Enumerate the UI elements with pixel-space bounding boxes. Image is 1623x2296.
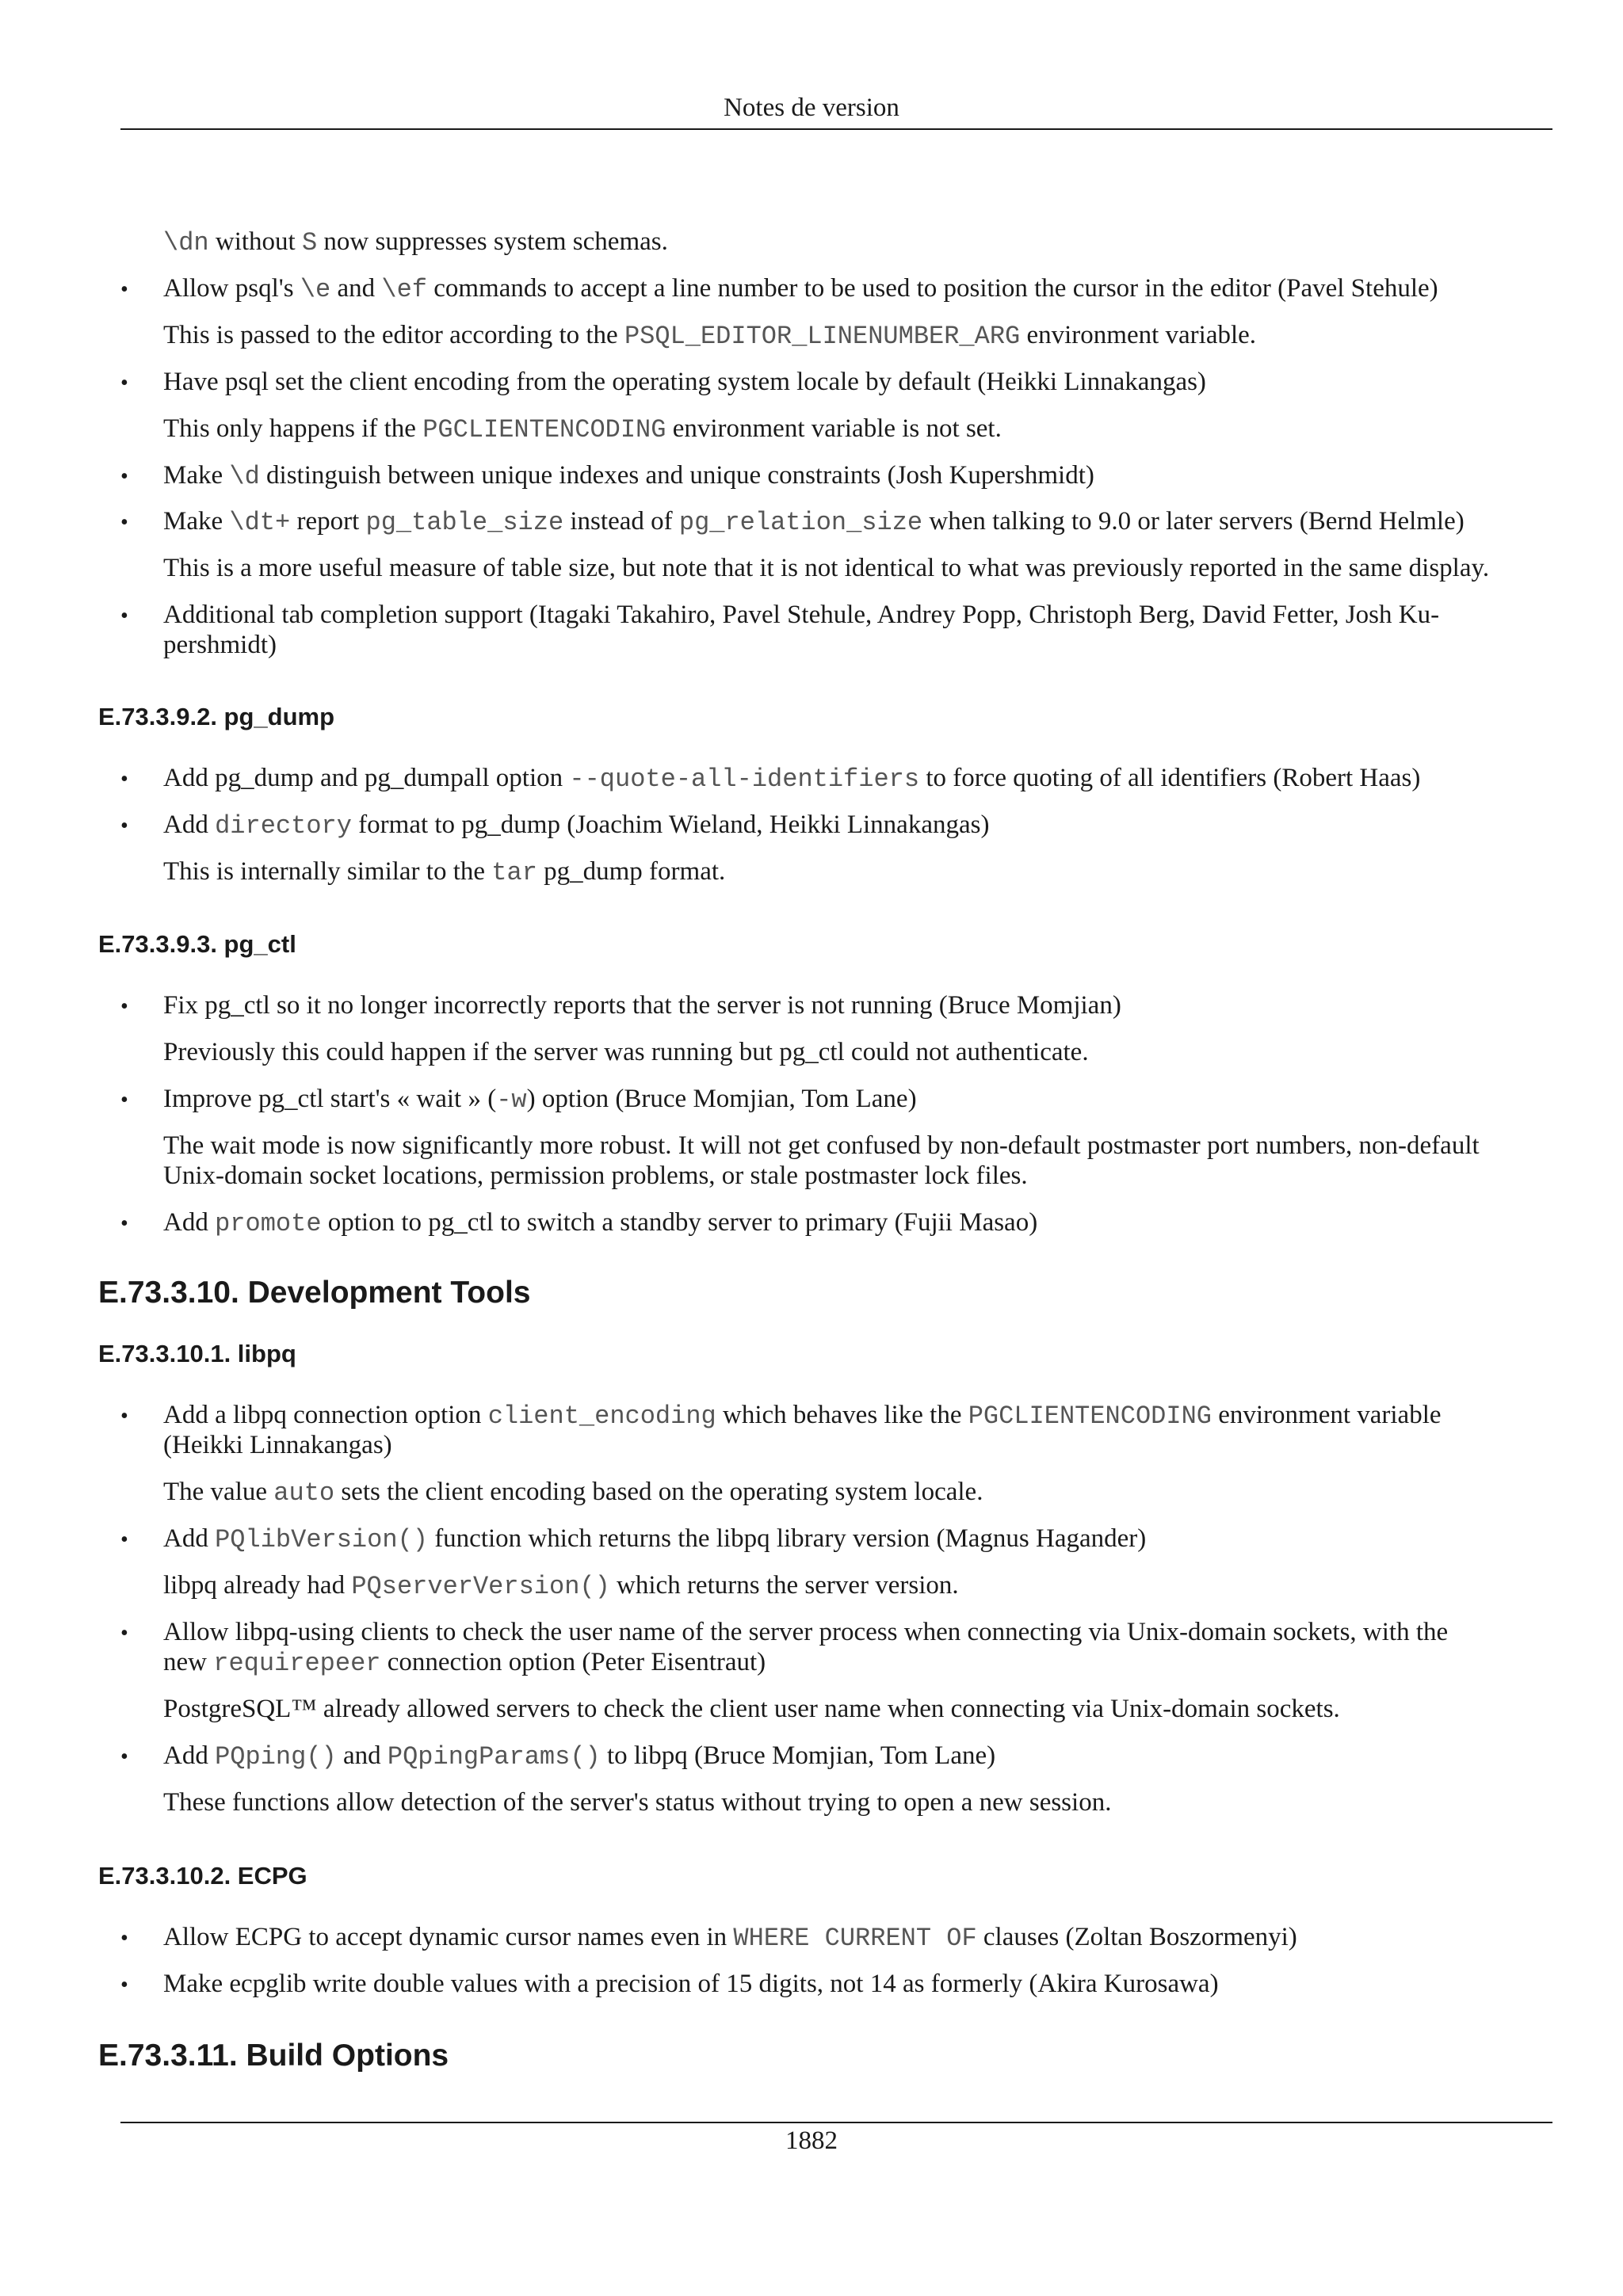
paragraph: The value auto sets the client encoding based on the operating system locale. [163, 1478, 983, 1508]
footer-rule [120, 2122, 1552, 2123]
bullet: • [120, 1621, 128, 1646]
list-item-continuation: new requirepeer connection option (Peter Eisentraut) [163, 1648, 766, 1678]
bullet: • [120, 1926, 128, 1951]
paragraph: This only happens if the PGCLIENTENCODING environment variable is not set. [163, 414, 1002, 444]
header-rule [120, 128, 1552, 130]
list-item: Allow libpq-using clients to check the user name of the server process when connecting via Unix-domain sockets, with the [163, 1618, 1449, 1646]
paragraph: The wait mode is now significantly more robust. It will not get confused by non-default postmaster port numbers, non-default [163, 1131, 1480, 1160]
paragraph: This is passed to the editor according to the PSQL_EDITOR_LINENUMBER_ARG environment variable. [163, 321, 1257, 351]
paragraph: This is internally similar to the tar pg_dump format. [163, 857, 726, 887]
list-item: Add directory format to pg_dump (Joachim Wieland, Heikki Linnakangas) [163, 810, 990, 841]
bullet: • [120, 604, 128, 628]
paragraph-continuation: Unix-domain socket locations, permission problems, or stale postmaster lock files. [163, 1161, 1028, 1190]
list-item: Add a libpq connection option client_encoding which behaves like the PGCLIENTENCODING environment variable [163, 1401, 1442, 1431]
subsection-heading: E.73.3.10.1. libpq [98, 1340, 296, 1367]
bullet: • [120, 1211, 128, 1236]
bullet: • [120, 1973, 128, 1997]
paragraph: libpq already had PQserverVersion() which returns the server version. [163, 1571, 959, 1601]
bullet: • [120, 1404, 128, 1428]
bullet: • [120, 464, 128, 489]
bullet: • [120, 1527, 128, 1552]
bullet: • [120, 510, 128, 535]
list-item: Add PQping() and PQpingParams() to libpq (Bruce Momjian, Tom Lane) [163, 1741, 996, 1772]
list-item: Add pg_dump and pg_dumpall option --quote-all-identifiers to force quoting of all identifiers (Robert Haas) [163, 764, 1421, 794]
section-heading: E.73.3.10.2. ECPG [98, 1862, 307, 1890]
bullet: • [120, 371, 128, 395]
bullet: • [120, 1745, 128, 1769]
bullet: • [120, 277, 128, 302]
list-item: Make \dt+ report pg_table_size instead of pg_relation_size when talking to 9.0 or later servers (Bernd Helmle) [163, 507, 1465, 537]
page-number: 1882 [785, 2126, 838, 2155]
paragraph: Previously this could happen if the server was running but pg_ctl could not authenticate. [163, 1038, 1089, 1066]
paragraph: This is a more useful measure of table size, but note that it is not identical to what was previously reported in the same display. [163, 554, 1490, 582]
list-item: Add PQlibVersion() function which returns the libpq library version (Magnus Hagander) [163, 1524, 1147, 1554]
section-heading: E.73.3.9.2. pg_dump [98, 703, 335, 730]
bullet: • [120, 994, 128, 1019]
section-heading: E.73.3.9.3. pg_ctl [98, 930, 296, 958]
section-heading: E.73.3.10. Development Tools [98, 1276, 531, 1310]
paragraph: PostgreSQL™ already allowed servers to check the client user name when connecting via Unix-domain sockets. [163, 1695, 1340, 1723]
paragraph: These functions allow detection of the server's status without trying to open a new session. [163, 1788, 1112, 1817]
list-item: Make \d distinguish between unique indexes and unique constraints (Josh Kupershmidt) [163, 461, 1094, 491]
bullet: • [120, 814, 128, 838]
bullet: • [120, 767, 128, 791]
list-item: Add promote option to pg_ctl to switch a standby server to primary (Fujii Masao) [163, 1208, 1038, 1238]
section-heading: E.73.3.11. Build Options [98, 2039, 449, 2073]
list-item: Allow psql's \e and \ef commands to accept a line number to be used to position the cursor in the editor (Pavel Stehule) [163, 274, 1438, 304]
list-item: Make ecpglib write double values with a precision of 15 digits, not 14 as formerly (Akira Kurosawa) [163, 1970, 1219, 1998]
list-item: Have psql set the client encoding from the operating system locale by default (Heikki Linnakangas) [163, 368, 1206, 396]
paragraph: \dn without S now suppresses system schemas. [163, 227, 668, 257]
list-item-continuation: pershmidt) [163, 631, 277, 659]
list-item: Fix pg_ctl so it no longer incorrectly reports that the server is not running (Bruce Momjian) [163, 991, 1121, 1020]
list-item: Allow ECPG to accept dynamic cursor names even in WHERE CURRENT OF clauses (Zoltan Boszormenyi) [163, 1923, 1297, 1953]
list-item: Additional tab completion support (Itagaki Takahiro, Pavel Stehule, Andrey Popp, Christoph Berg, David Fetter, Josh Ku- [163, 601, 1440, 629]
bullet: • [120, 1088, 128, 1112]
page-header-title: Notes de version [724, 93, 899, 122]
list-item: Improve pg_ctl start's « wait » (-w) option (Bruce Momjian, Tom Lane) [163, 1085, 917, 1115]
list-item-continuation: (Heikki Linnakangas) [163, 1431, 392, 1459]
